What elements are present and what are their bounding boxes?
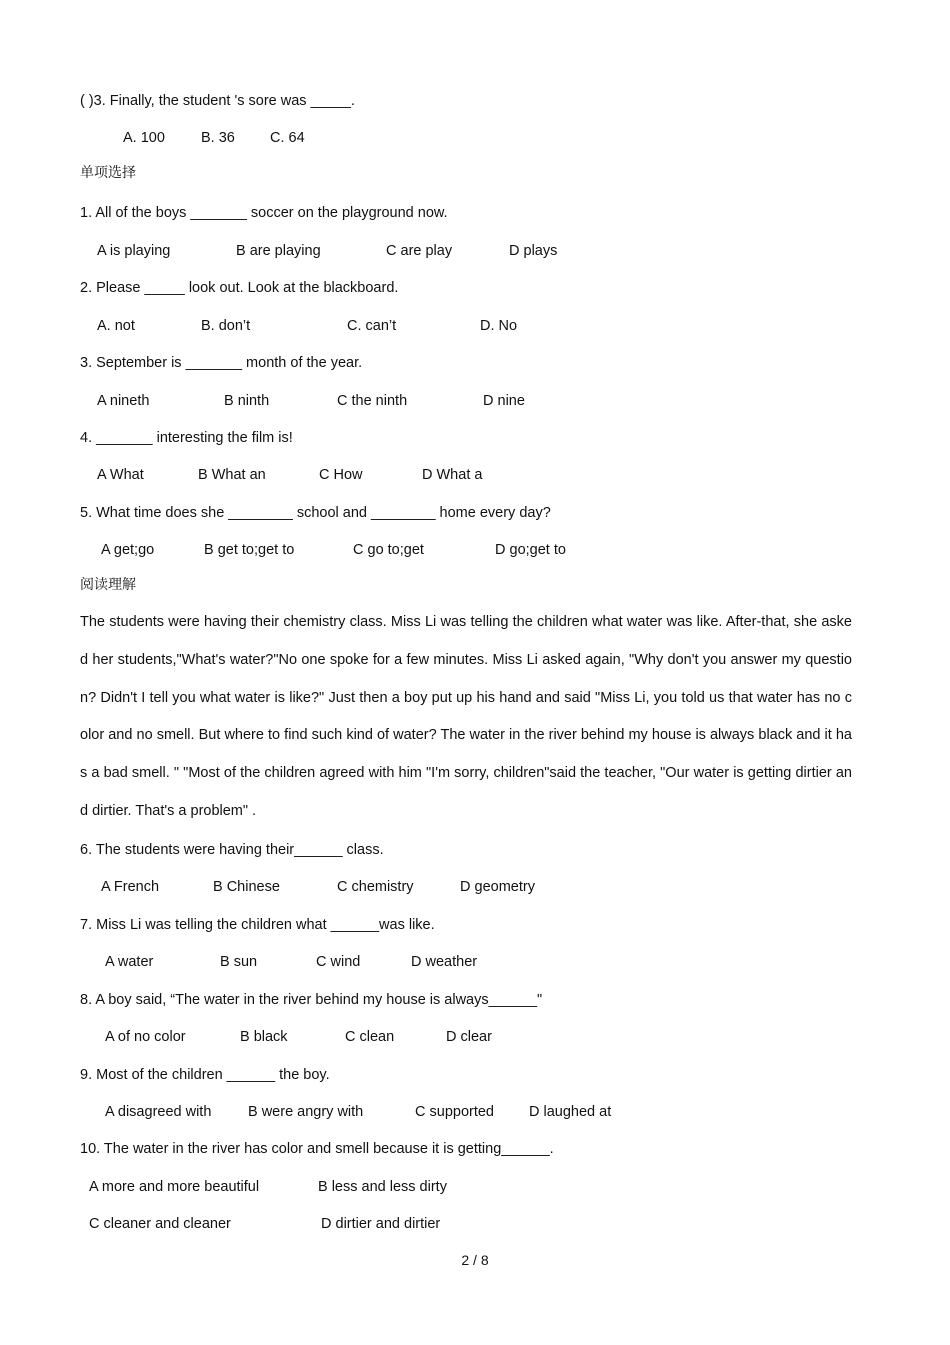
- option-c: C the ninth: [337, 393, 408, 409]
- option-b: B ninth: [224, 393, 270, 409]
- single-choice-question-3: 3. September is _______ month of the year.: [80, 355, 363, 371]
- page-number: 2 / 8: [461, 1252, 489, 1268]
- option-c: C cleaner and cleaner: [89, 1216, 231, 1232]
- option-a: A. not: [97, 318, 135, 334]
- option-c: C How: [319, 467, 363, 483]
- option-a: A of no color: [105, 1029, 186, 1045]
- section-heading-reading: 阅读理解: [80, 577, 136, 593]
- option-c: C. can’t: [347, 318, 397, 334]
- option-d: D plays: [509, 243, 558, 259]
- option-d: D. No: [480, 318, 518, 334]
- option-b: B Chinese: [213, 879, 280, 895]
- option-a: A. 100: [123, 130, 165, 146]
- option-a: A What: [97, 467, 144, 483]
- reading-question-10: 10. The water in the river has color and smell because it is getting______.: [80, 1141, 554, 1157]
- option-a: A is playing: [97, 243, 171, 259]
- option-d: D weather: [411, 954, 478, 970]
- option-c: C supported: [415, 1104, 494, 1120]
- reading-passage: The students were having their chemistry class. Miss Li was telling the children what water was like. After-that, she asked her students,"What's water?"No one spoke for a few minutes. Miss Li asked again, "Why don't you answer my question? Didn't I tell you what water is like?" Just then a boy put up his hand and said "Miss Li, you told us that water has no color and no smell. But where to find such kind of water? The water in the river behind my house is always black and it has a bad smell. " "Most of the children agreed with him "I'm sorry, children"said the teacher, "Our water is getting dirtier and dirtier. That's a problem" .: [80, 614, 852, 819]
- reading-question-6: 6. The students were having their______ class.: [80, 842, 384, 858]
- option-c: C wind: [316, 954, 361, 970]
- single-choice-question-4: 4. _______ interesting the film is!: [80, 430, 293, 446]
- reading-question-9: 9. Most of the children ______ the boy.: [80, 1067, 330, 1083]
- option-a: A disagreed with: [105, 1104, 212, 1120]
- option-a: A nineth: [97, 393, 150, 409]
- reading-question-7: 7. Miss Li was telling the children what ______was like.: [80, 917, 435, 933]
- option-b: B sun: [220, 954, 258, 970]
- option-b: B get to;get to: [204, 542, 295, 558]
- option-b: B less and less dirty: [318, 1179, 447, 1195]
- reading-question-8: 8. A boy said, “The water in the river behind my house is always______": [80, 992, 543, 1008]
- single-choice-question-2: 2. Please _____ look out. Look at the blackboard.: [80, 280, 399, 296]
- option-c: C. 64: [270, 130, 305, 146]
- question-3-top: ( )3. Finally, the student 's sore was _____.: [80, 93, 355, 109]
- option-d: D clear: [446, 1029, 492, 1045]
- option-b: B are playing: [236, 243, 321, 259]
- option-b: B. 36: [201, 130, 235, 146]
- option-c: C clean: [345, 1029, 395, 1045]
- option-d: D geometry: [460, 879, 535, 895]
- option-c: C are play: [386, 243, 453, 259]
- option-c: C chemistry: [337, 879, 414, 895]
- option-a: A water: [105, 954, 154, 970]
- single-choice-question-1: 1. All of the boys _______ soccer on the playground now.: [80, 205, 448, 221]
- option-b: B black: [240, 1029, 288, 1045]
- option-a: A more and more beautiful: [89, 1179, 260, 1195]
- option-a: A get;go: [101, 542, 155, 558]
- option-d: D go;get to: [495, 542, 566, 558]
- single-choice-question-5: 5. What time does she ________ school and ________ home every day?: [80, 505, 551, 521]
- option-d: D nine: [483, 393, 525, 409]
- option-d: D laughed at: [529, 1104, 612, 1120]
- option-b: B. don’t: [201, 318, 251, 334]
- section-heading-single-choice: 单项选择: [80, 165, 136, 181]
- option-c: C go to;get: [353, 542, 424, 558]
- option-b: B were angry with: [248, 1104, 364, 1120]
- option-d: D What a: [422, 467, 483, 483]
- option-b: B What an: [198, 467, 266, 483]
- option-d: D dirtier and dirtier: [321, 1216, 441, 1232]
- option-a: A French: [101, 879, 160, 895]
